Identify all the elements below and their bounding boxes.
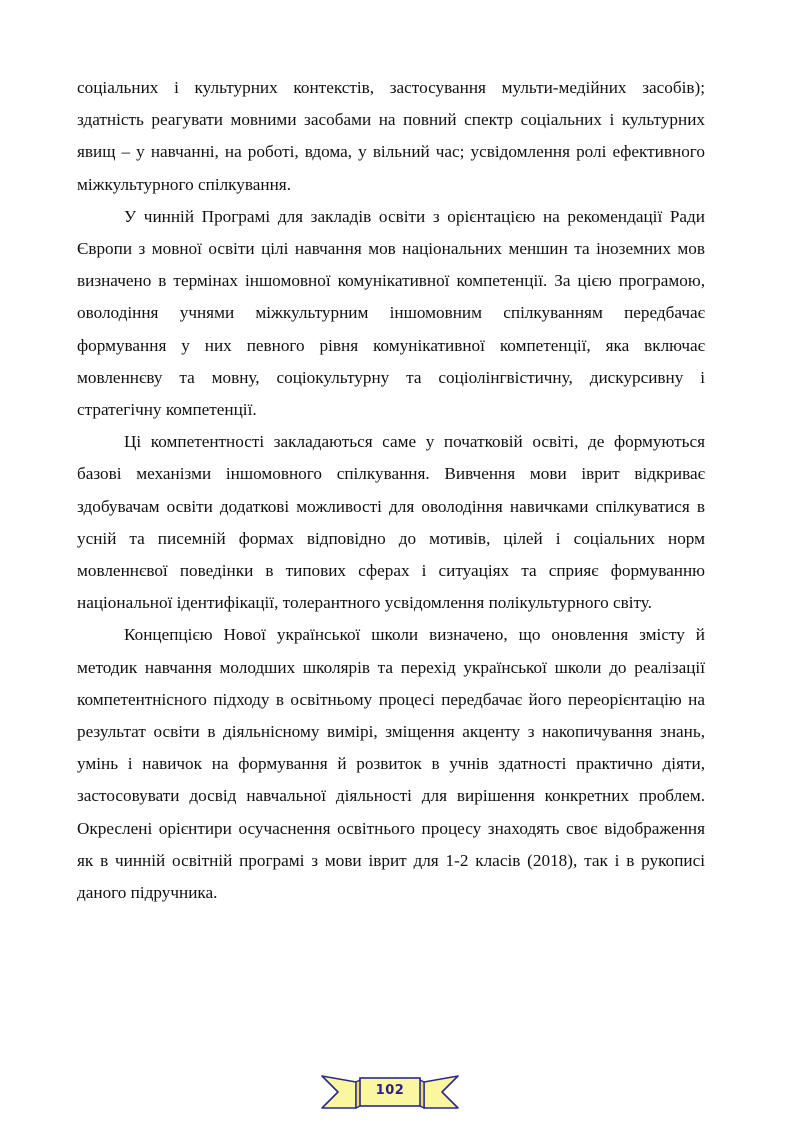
page-number-ribbon	[320, 1068, 460, 1116]
page-body-text	[77, 72, 705, 909]
paragraph-continuation: соціальних і культурних контекстів, застосування мульти-медійних засобів); здатність реагувати мовними засобами на повний спектр соціальних і культурних явищ – у навчанні, на роботі, вдома, у вільний час; усвідомлення ролі ефективного міжкультурного спілкування.	[77, 78, 705, 194]
paragraph-nus-concept: Концепцією Нової української школи визначено, що оновлення змісту й методик навчання молодших школярів та перехід української школи до реалізації компетентнісного підходу в освітньому процесі передбачає його переорієнтацію на результат освіти в діяльнісному вимірі, зміщення акценту з накопичування знань, умінь і навичок на формування й розвиток в учнів здатності практично діяти, застосовувати досвід навчальної діяльності для вирішення конкретних проблем. Окреслені орієнтири осучаснення освітнього процесу знаходять своє відображення як в чинній освітній програмі з мови іврит для 1-2 класів (2018), так і в рукописі даного підручника.	[77, 625, 705, 903]
page-number: 102	[375, 1083, 405, 1098]
paragraph-program-goals: У чинній Програмі для закладів освіти з орієнтацією на рекомендації Ради Європи з мовної освіти цілі навчання мов національних меншин та іноземних мов визначено в термінах іншомовної комунікативної компетенції. За цією програмою, оволодіння учнями міжкультурним іншомовним спілкуванням передбачає формування у них певного рівня комунікативної компетенції, яка включає мовленнєву та мовну, соціокультурну та соціолінгвістичну, дискурсивну і стратегічну компетенції.	[77, 206, 705, 420]
paragraph-primary-education: Ці компетентності закладаються саме у початковій освіті, де формуються базові механізми іншомовного спілкування. Вивчення мови іврит відкриває здобувачам освіти додаткові можливості для оволодіння навичками спілкуватися в усній та писемній формах відповідно до мотивів, цілей і соціальних норм мовленнєвої поведінки в типових сферах і ситуаціях та сприяє формуванню національної ідентифікації, толерантного усвідомлення полікультурного світу.	[77, 432, 705, 613]
